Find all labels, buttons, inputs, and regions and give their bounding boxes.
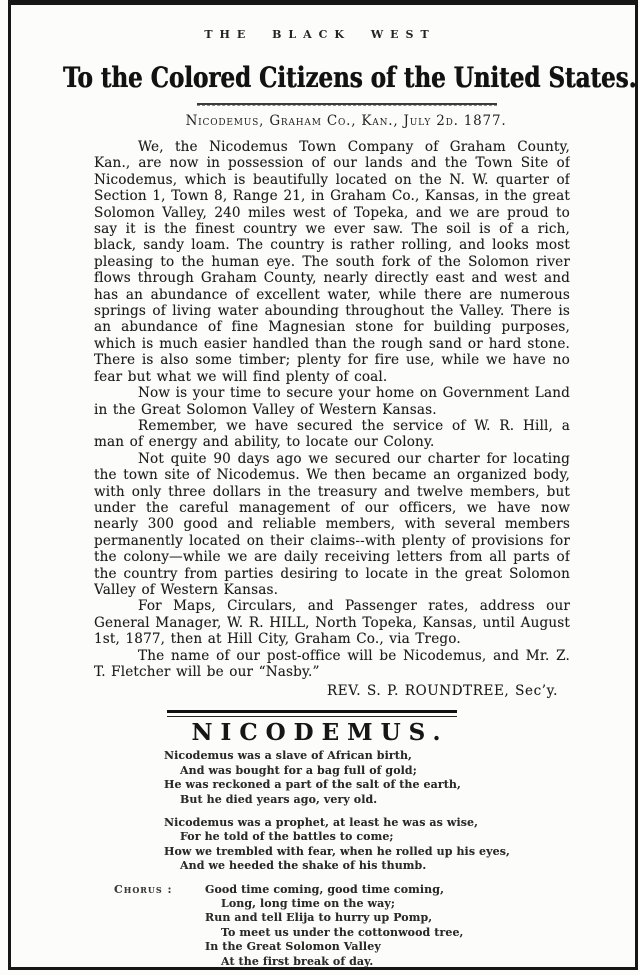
poem-line: Nicodemus was a slave of African birth,: [164, 749, 412, 763]
chorus-lines: [205, 883, 640, 969]
letter-paragraph-4: Not quite 90 days ago we secured our charter for locating the town site of Nicodemus. We then became an organized body, with only three dollars in the treasury and twelve members, but under the careful management of our officers, we have now nearly 300 good and reliable members, with several members permanently located on their claims--with plenty of provisions for the colony—while we are daily receiving letters from all parts of the country from parties desiring to locate in the great Solomon Valley of Western Kansas.: [94, 450, 570, 598]
section-divider-rule: [167, 710, 457, 717]
chorus-line: At the first break of day.: [221, 954, 374, 968]
chorus-line: In the Great Solomon Valley: [205, 940, 381, 954]
letter-paragraph-1: We, the Nicodemus Town Company of Graham County, Kan., are now in possession of our lands and the Town Site of Nicodemus, which is beautifully located on the N. W. quarter of Section 1, Town 8, Range 21, in Graham Co., Kansas, in the great Solomon Valley, 240 miles west of Topeka, and we are proud to say it is the finest country we ever saw. The soil is of a rich, black, sandy loam. The country is rather rolling, and looks most pleasing to the human eye. The south fork of the Solomon river flows through Graham County, nearly directly east and west and has an abundance of excellent water, while there are numerous springs of living water abounding throughout the Valley. There is an abundance of fine Magnesian stone for building purposes, which is much easier handled than the rough sand or hard stone. There is also some timber; plenty for fire use, while we have no fear but what we will find plenty of coal.: [94, 139, 570, 385]
letter-body: [94, 139, 570, 699]
poem-line: For he told of the battles to come;: [180, 830, 394, 844]
poem-line: How we trembled with fear, when he rolled up his eyes,: [164, 844, 510, 858]
chorus-line: Run and tell Elija to hurry up Pomp,: [205, 911, 433, 925]
poem-line: Nicodemus was a prophet, at least he was as wise,: [164, 816, 479, 830]
letter-paragraph-6: The name of our post-office will be Nicodemus, and Mr. Z. T. Fletcher will be our “Nasby.”: [94, 647, 570, 680]
poem-section: [0, 719, 640, 969]
poem-line: And was bought for a bag full of gold;: [180, 763, 417, 777]
headline-rule: [197, 103, 497, 106]
chorus-line: Long, long time on the way;: [221, 897, 396, 911]
letter-paragraph-2: Now is your time to secure your home on Government Land in the Great Solomon Valley of Western Kansas.: [94, 385, 570, 418]
chorus-label: Chorus :: [114, 882, 173, 896]
chorus-line: Good time coming, good time coming,: [205, 882, 445, 896]
poem-stanza-2: [164, 816, 640, 874]
letter-paragraph-3: Remember, we have secured the service of W. R. Hill, a man of energy and ability, to locate our Colony.: [94, 417, 570, 451]
poem-title: NICODEMUS.: [191, 719, 449, 746]
poem-line: He was reckoned a part of the salt of the earth,: [164, 778, 461, 792]
chorus-line: To meet us under the cottonwood tree,: [221, 925, 464, 939]
letter-paragraph-5: For Maps, Circulars, and Passenger rates, address our General Manager, W. R. HILL, North Topeka, Kansas, until August 1st, 1877, then at Hill City, Graham Co., via Trego.: [94, 598, 570, 648]
poem-stanza-1: [164, 749, 640, 807]
poem-line: And we heeded the shake of his thumb.: [180, 859, 427, 873]
signature-line: REV. S. P. ROUNDTREE, Sec’y.: [327, 682, 558, 699]
poem-chorus: [0, 883, 640, 969]
headline-text: To the Colored Citizens of the United States.: [62, 61, 637, 94]
poem-line: But he died years ago, very old.: [180, 792, 378, 806]
running-header: THE BLACK WEST: [204, 28, 436, 41]
headline: [0, 61, 640, 94]
dateline: Nicodemus, Graham Co., Kan., July 2d. 1877.: [185, 113, 507, 129]
